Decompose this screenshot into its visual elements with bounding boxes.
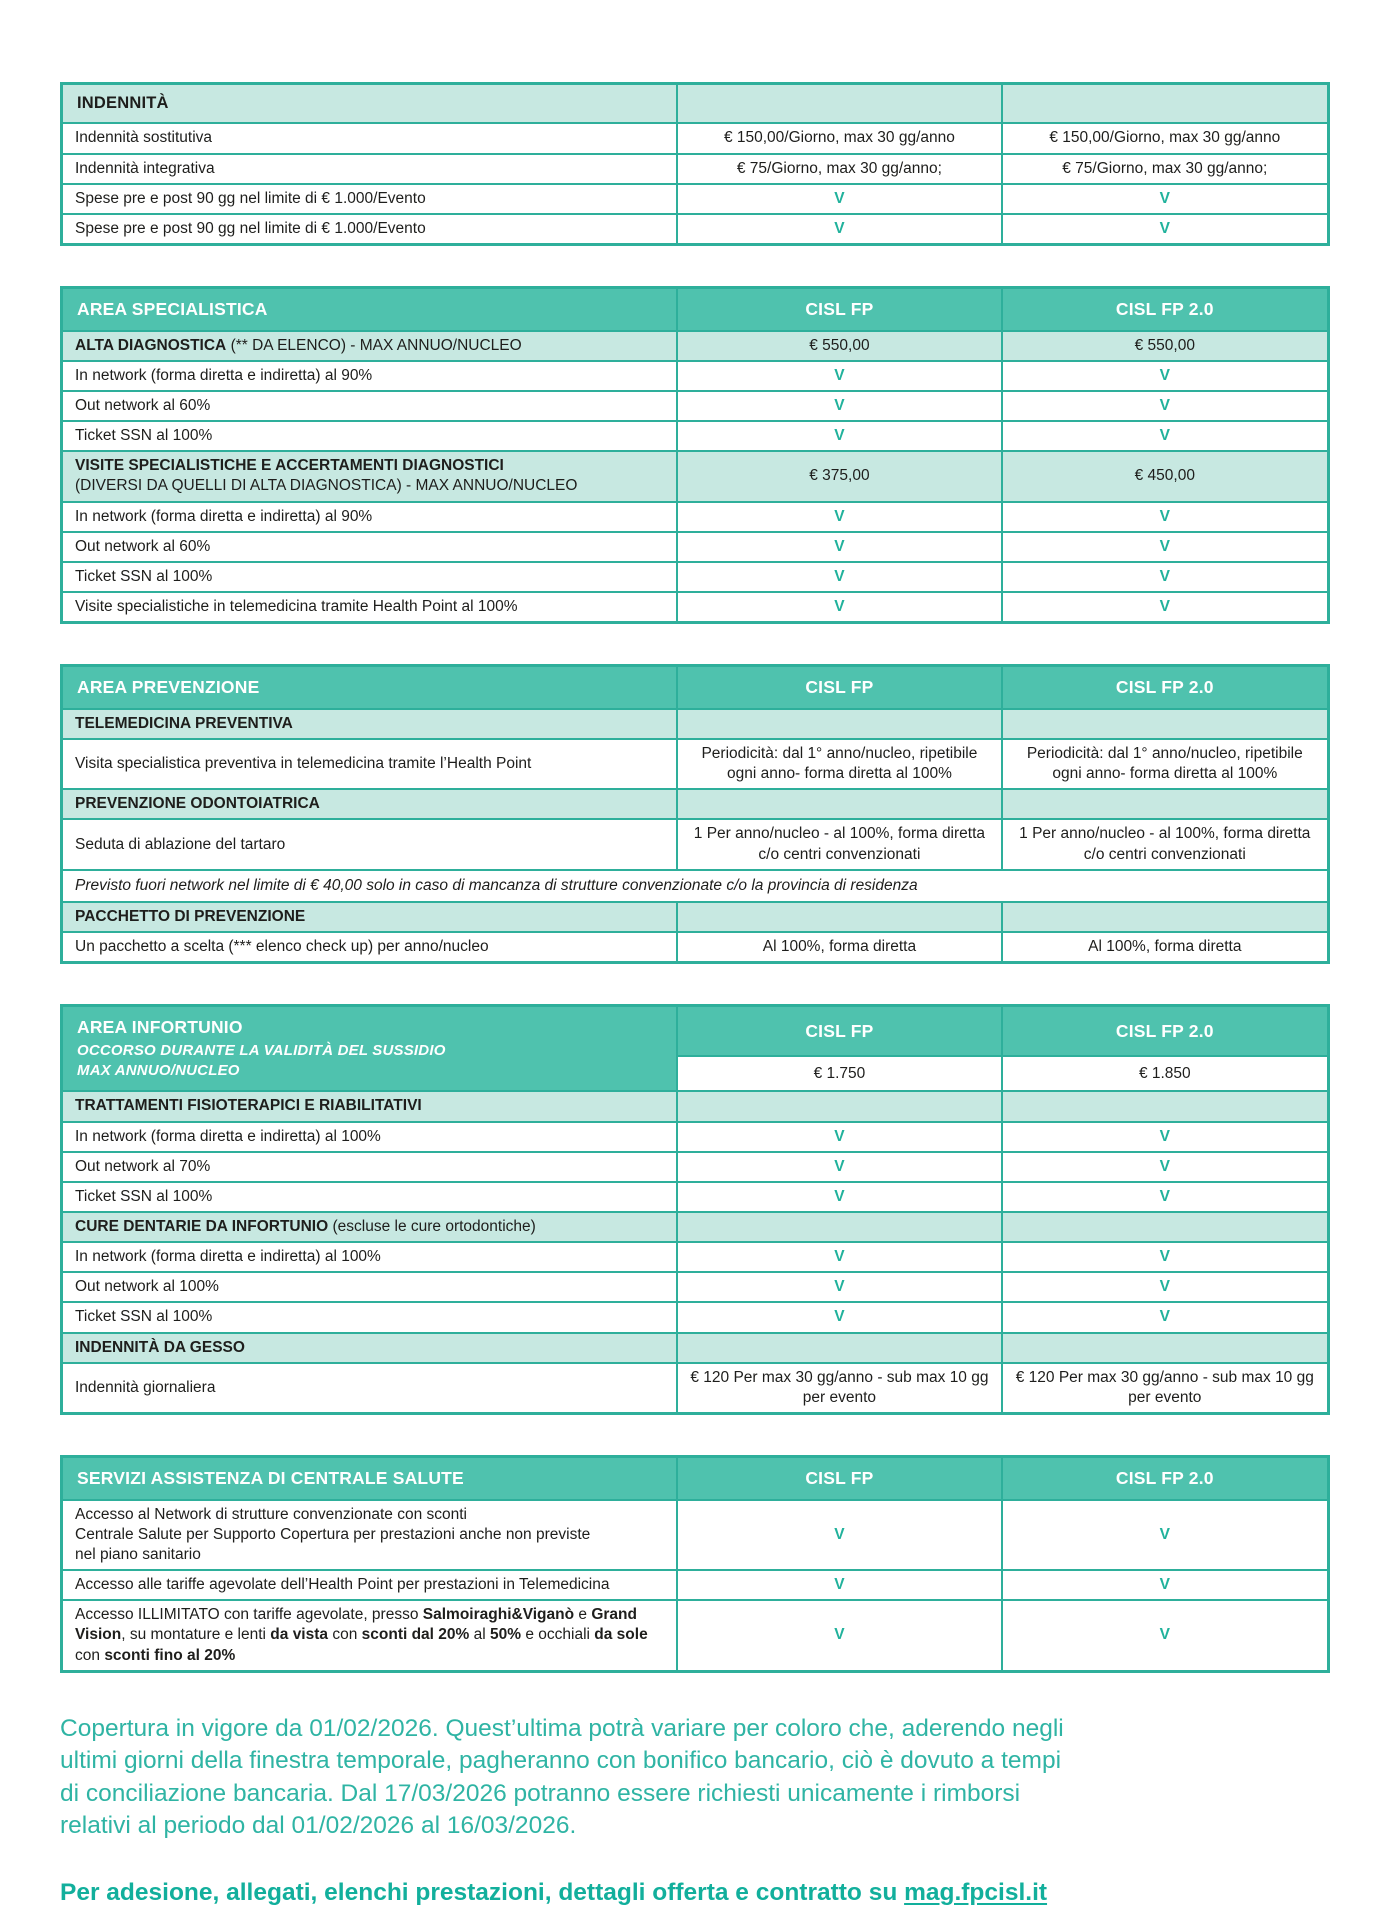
check-mark: V	[1159, 189, 1170, 207]
check-mark: V	[1159, 397, 1170, 415]
check-mark: V	[1159, 1157, 1170, 1175]
row-label: Ticket SSN al 100%	[62, 421, 678, 451]
table-row	[62, 1212, 1329, 1242]
value-cell: 1 Per anno/nucleo - al 100%, forma diretta c/o centri convenzionati	[1002, 819, 1329, 869]
value-cell	[1002, 421, 1329, 451]
row-label: Out network al 100%	[62, 1272, 678, 1302]
table-row	[62, 709, 1329, 739]
row-label: Accesso al Network di strutture convenzionate con sconti Centrale Salute per Supporto Copertura per prestazioni anche non previste nel piano sanitario	[62, 1500, 678, 1570]
value-cell	[677, 789, 1001, 819]
value-cell	[677, 1333, 1001, 1363]
value-cell	[677, 1091, 1001, 1121]
check-mark: V	[834, 1626, 845, 1644]
table-row	[62, 1272, 1329, 1302]
value-cell	[1002, 1272, 1329, 1302]
table-header-row	[62, 666, 1329, 709]
table-row	[62, 154, 1329, 184]
note-text: Previsto fuori network nel limite di € 40,00 solo in caso di mancanza di strutture convenzionate c/o la provincia di residenza	[62, 870, 1329, 902]
table-row	[62, 1122, 1329, 1152]
row-label: Accesso alle tariffe agevolate dell’Health Point per prestazioni in Telemedicina	[62, 1570, 678, 1600]
value-cell: € 120 Per max 30 gg/anno - sub max 10 gg per evento	[677, 1363, 1001, 1414]
table-row	[62, 1333, 1329, 1363]
table-row	[62, 789, 1329, 819]
cta-line	[60, 1877, 1330, 1909]
check-mark: V	[1159, 1248, 1170, 1266]
value-cell	[677, 1122, 1001, 1152]
table-title: INDENNITÀ	[62, 84, 678, 124]
table-row	[62, 562, 1329, 592]
value-cell	[677, 1182, 1001, 1212]
row-label: Ticket SSN al 100%	[62, 562, 678, 592]
table-header-row	[62, 1006, 1329, 1057]
row-label: Indennità sostitutiva	[62, 123, 678, 153]
value-cell: € 550,00	[1002, 331, 1329, 361]
check-mark: V	[834, 397, 845, 415]
check-mark: V	[834, 598, 845, 616]
check-mark: V	[1159, 1187, 1170, 1205]
value-cell: Al 100%, forma diretta	[1002, 932, 1329, 963]
check-mark: V	[1159, 507, 1170, 525]
value-cell	[1002, 502, 1329, 532]
row-label: Seduta di ablazione del tartaro	[62, 819, 678, 869]
table-row	[62, 1363, 1329, 1414]
check-mark: V	[834, 567, 845, 585]
value-cell	[677, 562, 1001, 592]
check-mark: V	[834, 1248, 845, 1266]
value-cell	[677, 709, 1001, 739]
column-header: CISL FP 2.0	[1002, 666, 1329, 709]
value-cell: 1 Per anno/nucleo - al 100%, forma diretta c/o centri convenzionati	[677, 819, 1001, 869]
table-row	[62, 739, 1329, 789]
table-row	[62, 532, 1329, 562]
column-header: CISL FP 2.0	[1002, 288, 1329, 331]
value-cell	[677, 214, 1001, 245]
table-row	[62, 1500, 1329, 1570]
value-cell: € 150,00/Giorno, max 30 gg/anno	[1002, 123, 1329, 153]
table-title: AREA PREVENZIONE	[62, 666, 678, 709]
value-cell: € 1.850	[1002, 1056, 1329, 1091]
value-cell	[1002, 391, 1329, 421]
table-header-row	[62, 288, 1329, 331]
check-mark: V	[1159, 1626, 1170, 1644]
value-cell: € 1.750	[677, 1056, 1001, 1091]
row-label: TELEMEDICINA PREVENTIVA	[62, 709, 678, 739]
row-label: In network (forma diretta e indiretta) al 100%	[62, 1122, 678, 1152]
row-label: Out network al 70%	[62, 1152, 678, 1182]
table-title	[62, 1006, 678, 1092]
row-label: INDENNITÀ DA GESSO	[62, 1333, 678, 1363]
table-indennita	[60, 82, 1330, 246]
value-cell	[1002, 1333, 1329, 1363]
check-mark: V	[1159, 1525, 1170, 1543]
value-cell	[1002, 789, 1329, 819]
value-cell	[1002, 1182, 1329, 1212]
value-cell	[677, 1212, 1001, 1242]
mag-fpcisl-link[interactable]: mag.fpcisl.it	[904, 1879, 1048, 1907]
row-label: Un pacchetto a scelta (*** elenco check up) per anno/nucleo	[62, 932, 678, 963]
table-row	[62, 1091, 1329, 1121]
check-mark: V	[1159, 1308, 1170, 1326]
check-mark: V	[1159, 427, 1170, 445]
table-row	[62, 1152, 1329, 1182]
value-cell	[1002, 214, 1329, 245]
value-cell	[1002, 1302, 1329, 1332]
value-cell	[1002, 902, 1329, 932]
check-mark: V	[1159, 1278, 1170, 1296]
value-cell: € 150,00/Giorno, max 30 gg/anno	[677, 123, 1001, 153]
value-cell: Periodicità: dal 1° anno/nucleo, ripetibile ogni anno- forma diretta al 100%	[1002, 739, 1329, 789]
value-cell	[1002, 1152, 1329, 1182]
table-row	[62, 421, 1329, 451]
value-cell: € 375,00	[677, 451, 1001, 501]
value-cell	[677, 421, 1001, 451]
value-cell	[1002, 1091, 1329, 1121]
check-mark: V	[1159, 1576, 1170, 1594]
value-cell	[1002, 1122, 1329, 1152]
value-cell	[1002, 1570, 1329, 1600]
check-mark: V	[1159, 598, 1170, 616]
row-label: ALTA DIAGNOSTICA (** DA ELENCO) - MAX ANNUO/NUCLEO	[62, 331, 678, 361]
row-label: Out network al 60%	[62, 532, 678, 562]
value-cell	[677, 1302, 1001, 1332]
table-header-row	[62, 1456, 1329, 1499]
table-row	[62, 1242, 1329, 1272]
column-header	[677, 84, 1001, 124]
value-cell	[677, 184, 1001, 214]
table-row	[62, 391, 1329, 421]
table-area-infortunio	[60, 1004, 1330, 1415]
table-row	[62, 1302, 1329, 1332]
check-mark: V	[834, 1308, 845, 1326]
column-header: CISL FP	[677, 1456, 1001, 1499]
column-header: CISL FP 2.0	[1002, 1456, 1329, 1499]
value-cell	[677, 1570, 1001, 1600]
value-cell	[677, 902, 1001, 932]
table-title: SERVIZI ASSISTENZA DI CENTRALE SALUTE	[62, 1456, 678, 1499]
value-cell	[1002, 562, 1329, 592]
check-mark: V	[834, 1187, 845, 1205]
check-mark: V	[1159, 219, 1170, 237]
value-cell: € 120 Per max 30 gg/anno - sub max 10 gg per evento	[1002, 1363, 1329, 1414]
table-row	[62, 214, 1329, 245]
value-cell	[1002, 184, 1329, 214]
column-header: CISL FP	[677, 666, 1001, 709]
check-mark: V	[1159, 366, 1170, 384]
row-label: VISITE SPECIALISTICHE E ACCERTAMENTI DIAGNOSTICI (DIVERSI DA QUELLI DI ALTA DIAGNOSTICA) - MAX ANNUO/NUCLEO	[62, 451, 678, 501]
table-row	[62, 361, 1329, 391]
row-label: PREVENZIONE ODONTOIATRICA	[62, 789, 678, 819]
table-row	[62, 1570, 1329, 1600]
table-row	[62, 870, 1329, 902]
value-cell: € 450,00	[1002, 451, 1329, 501]
table-row	[62, 123, 1329, 153]
value-cell	[1002, 1500, 1329, 1570]
check-mark: V	[834, 1576, 845, 1594]
value-cell	[1002, 1212, 1329, 1242]
row-label: Ticket SSN al 100%	[62, 1182, 678, 1212]
cta-text: Per adesione, allegati, elenchi prestazioni, dettagli offerta e contratto su	[60, 1879, 905, 1907]
row-label: Indennità giornaliera	[62, 1363, 678, 1414]
table-header-row	[62, 84, 1329, 124]
table-row	[62, 502, 1329, 532]
value-cell	[1002, 709, 1329, 739]
column-header: CISL FP	[677, 288, 1001, 331]
value-cell	[677, 1152, 1001, 1182]
check-mark: V	[1159, 567, 1170, 585]
row-label: Visite specialistiche in telemedicina tramite Health Point al 100%	[62, 592, 678, 623]
table-title: AREA SPECIALISTICA	[62, 288, 678, 331]
row-label: CURE DENTARIE DA INFORTUNIO (escluse le cure ortodontiche)	[62, 1212, 678, 1242]
value-cell: Al 100%, forma diretta	[677, 932, 1001, 963]
value-cell	[677, 1242, 1001, 1272]
row-label: Ticket SSN al 100%	[62, 1302, 678, 1332]
value-cell: € 550,00	[677, 331, 1001, 361]
value-cell: € 75/Giorno, max 30 gg/anno;	[1002, 154, 1329, 184]
table-area-specialistica	[60, 286, 1330, 624]
row-label: Spese pre e post 90 gg nel limite di € 1.000/Evento	[62, 214, 678, 245]
row-label: In network (forma diretta e indiretta) al 100%	[62, 1242, 678, 1272]
column-header	[1002, 84, 1329, 124]
check-mark: V	[834, 427, 845, 445]
value-cell	[1002, 1600, 1329, 1671]
table-row	[62, 819, 1329, 869]
table-row	[62, 932, 1329, 963]
table-row	[62, 184, 1329, 214]
check-mark: V	[834, 507, 845, 525]
value-cell	[1002, 1242, 1329, 1272]
column-header: CISL FP 2.0	[1002, 1006, 1329, 1057]
value-cell	[1002, 361, 1329, 391]
check-mark: V	[834, 1157, 845, 1175]
value-cell	[677, 502, 1001, 532]
value-cell	[677, 1272, 1001, 1302]
check-mark: V	[834, 537, 845, 555]
column-header: CISL FP	[677, 1006, 1001, 1057]
row-label: Out network al 60%	[62, 391, 678, 421]
table-subtitle: OCCORSO DURANTE LA VALIDITÀ DEL SUSSIDIO MAX ANNUO/NUCLEO	[77, 1041, 446, 1080]
check-mark: V	[1159, 537, 1170, 555]
value-cell	[677, 1500, 1001, 1570]
table-row	[62, 1182, 1329, 1212]
value-cell	[677, 391, 1001, 421]
row-label: Visita specialistica preventiva in telemedicina tramite l’Health Point	[62, 739, 678, 789]
table-row	[62, 1600, 1329, 1671]
row-label: In network (forma diretta e indiretta) al 90%	[62, 361, 678, 391]
check-mark: V	[834, 1525, 845, 1543]
check-mark: V	[1159, 1127, 1170, 1145]
table-area-prevenzione	[60, 664, 1330, 964]
row-label: In network (forma diretta e indiretta) al 90%	[62, 502, 678, 532]
check-mark: V	[834, 219, 845, 237]
table-row	[62, 331, 1329, 361]
check-mark: V	[834, 366, 845, 384]
value-cell: Periodicità: dal 1° anno/nucleo, ripetibile ogni anno- forma diretta al 100%	[677, 739, 1001, 789]
tables-area	[60, 82, 1330, 1673]
value-cell	[1002, 532, 1329, 562]
check-mark: V	[834, 1278, 845, 1296]
check-mark: V	[834, 189, 845, 207]
table-servizi-assistenza	[60, 1455, 1330, 1673]
row-label: Accesso ILLIMITATO con tariffe agevolate, presso Salmoiraghi&Viganò e Grand Vision, su montature e lenti da vista con sconti dal 20% al 50% e occhiali da sole con sconti fino al 20%	[62, 1600, 678, 1671]
table-row	[62, 592, 1329, 623]
value-cell	[1002, 592, 1329, 623]
check-mark: V	[834, 1127, 845, 1145]
row-label: Spese pre e post 90 gg nel limite di € 1.000/Evento	[62, 184, 678, 214]
row-label: TRATTAMENTI FISIOTERAPICI E RIABILITATIVI	[62, 1091, 678, 1121]
value-cell: € 75/Giorno, max 30 gg/anno;	[677, 154, 1001, 184]
table-row	[62, 451, 1329, 501]
coverage-note-paragraph: Copertura in vigore da 01/02/2026. Quest’ultima potrà variare per coloro che, aderendo negli ultimi giorni della finestra temporale, pagheranno con bonifico bancario, ciò è dovuto a tempi di conciliazione bancaria. Dal 17/03/2026 potranno essere richiesti unicamente i rimborsi relativi al periodo dal 01/02/2026 al 16/03/2026.	[60, 1714, 1064, 1840]
value-cell	[677, 532, 1001, 562]
table-title-text: AREA INFORTUNIO	[77, 1017, 243, 1038]
value-cell	[677, 592, 1001, 623]
value-cell	[677, 361, 1001, 391]
row-label: PACCHETTO DI PREVENZIONE	[62, 902, 678, 932]
row-label: Indennità integrativa	[62, 154, 678, 184]
value-cell	[677, 1600, 1001, 1671]
table-row	[62, 902, 1329, 932]
